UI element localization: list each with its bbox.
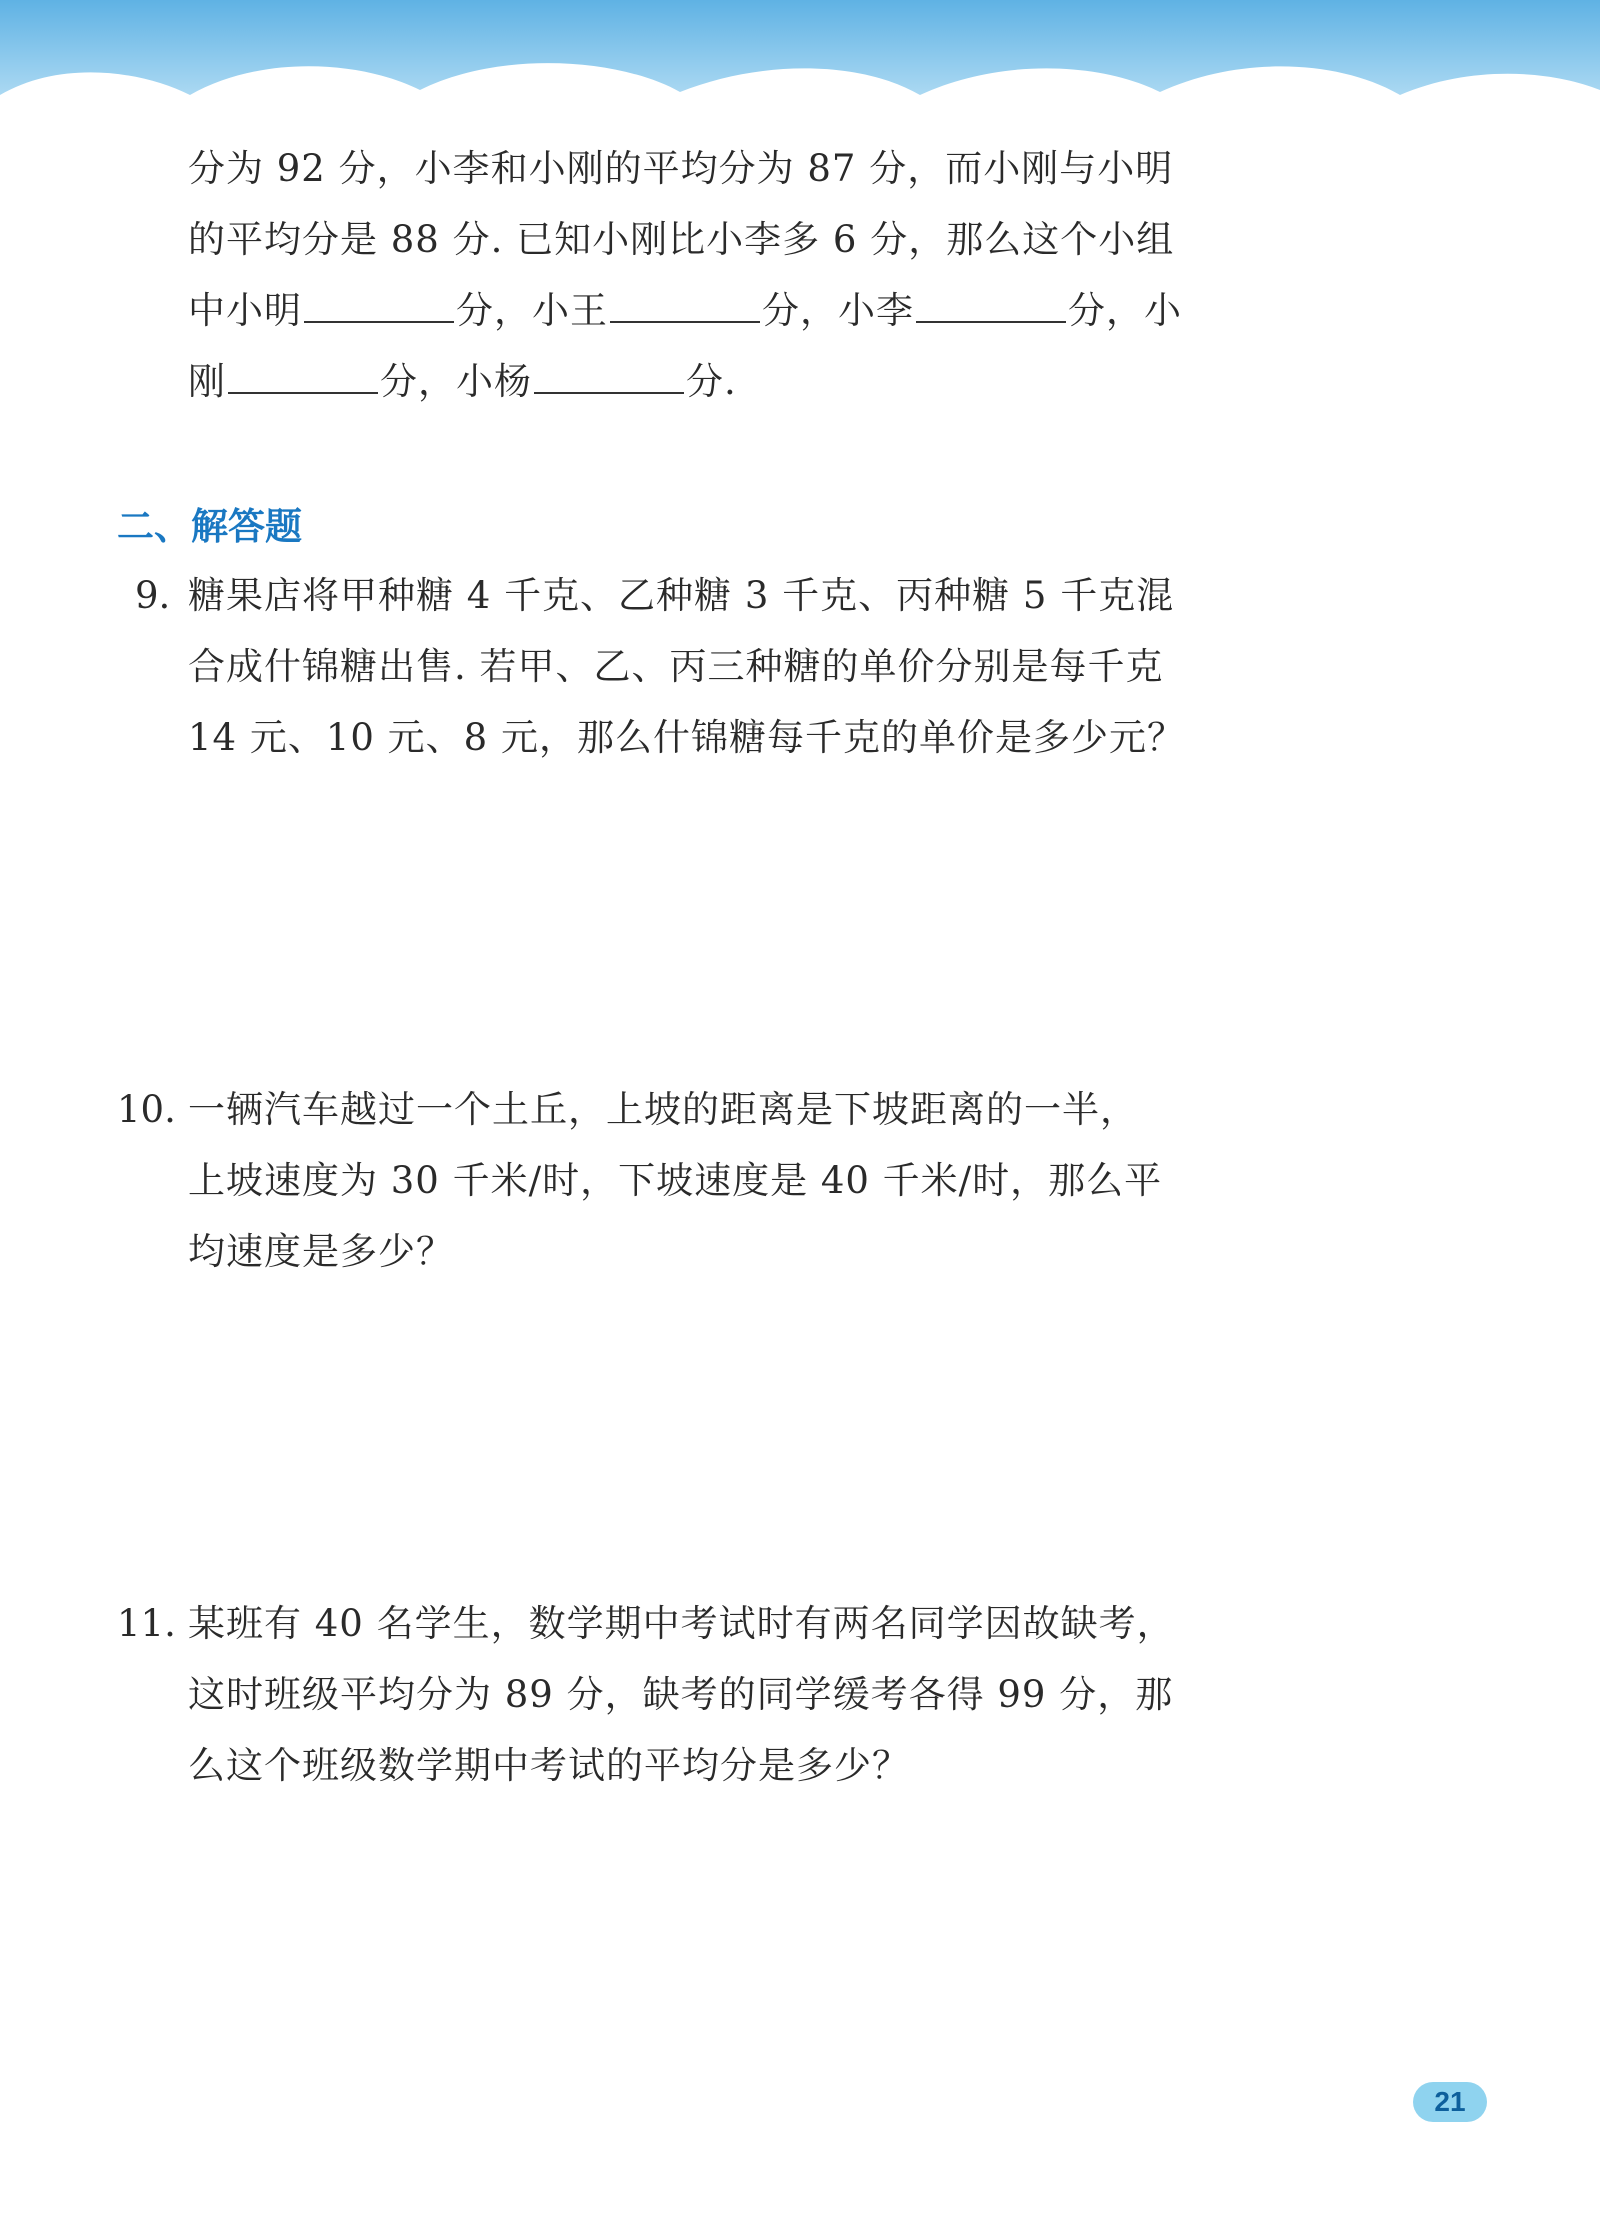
problem-line: 某班有 40 名学生，数学期中考试时有两名同学因故缺考，	[188, 1602, 1175, 1645]
problem-line: 一辆汽车越过一个土丘，上坡的距离是下坡距离的一半，	[188, 1088, 1138, 1131]
answer-blank-xiaogang[interactable]	[228, 362, 378, 394]
problem-line: 均速度是多少？	[188, 1230, 454, 1273]
problem-line: 糖果店将甲种糖 4 千克、乙种糖 3 千克、丙种糖 5 千克混	[188, 574, 1175, 617]
text-segment: 中小明	[188, 289, 302, 332]
problem-line: 么这个班级数学期中考试的平均分是多少？	[188, 1744, 910, 1787]
text-segment: 分.	[686, 360, 737, 403]
problem-number: 9.	[135, 574, 171, 617]
problem8-line-2: 的平均分是 88 分. 已知小刚比小李多 6 分，那么这个小组	[188, 218, 1175, 261]
text-segment: 分，小	[1068, 289, 1182, 332]
problem-line: 这时班级平均分为 89 分，缺考的同学缓考各得 99 分，那	[188, 1673, 1174, 1716]
problem-number: 11.	[117, 1602, 176, 1645]
text-segment: 刚	[188, 360, 226, 403]
answer-blank-xiaoli[interactable]	[916, 291, 1066, 323]
sky-cloud-banner	[0, 0, 1600, 150]
problem8-line-1: 分为 92 分，小李和小刚的平均分为 87 分，而小刚与小明	[188, 147, 1174, 190]
answer-blank-xiaowang[interactable]	[610, 291, 760, 323]
problem-number: 10.	[117, 1088, 176, 1131]
page-number: 21	[1434, 2086, 1466, 2117]
problem-line: 14 元、10 元、8 元，那么什锦糖每千克的单价是多少元？	[188, 716, 1185, 759]
text-segment: 分，小李	[762, 289, 914, 332]
section-title: 二、解答题	[117, 505, 302, 548]
problem8-line-4	[188, 360, 737, 404]
text-segment: 分，小杨	[380, 360, 532, 403]
problem8-line-3	[188, 289, 1182, 333]
text-segment: 分，小王	[456, 289, 608, 332]
answer-blank-xiaoming[interactable]	[304, 291, 454, 323]
problem-line: 合成什锦糖出售. 若甲、乙、丙三种糖的单价分别是每千克	[188, 645, 1164, 688]
problem-line: 上坡速度为 30 千米/时，下坡速度是 40 千米/时，那么平	[188, 1159, 1163, 1202]
answer-blank-xiaoyang[interactable]	[534, 362, 684, 394]
page-number-badge	[1413, 2082, 1487, 2122]
